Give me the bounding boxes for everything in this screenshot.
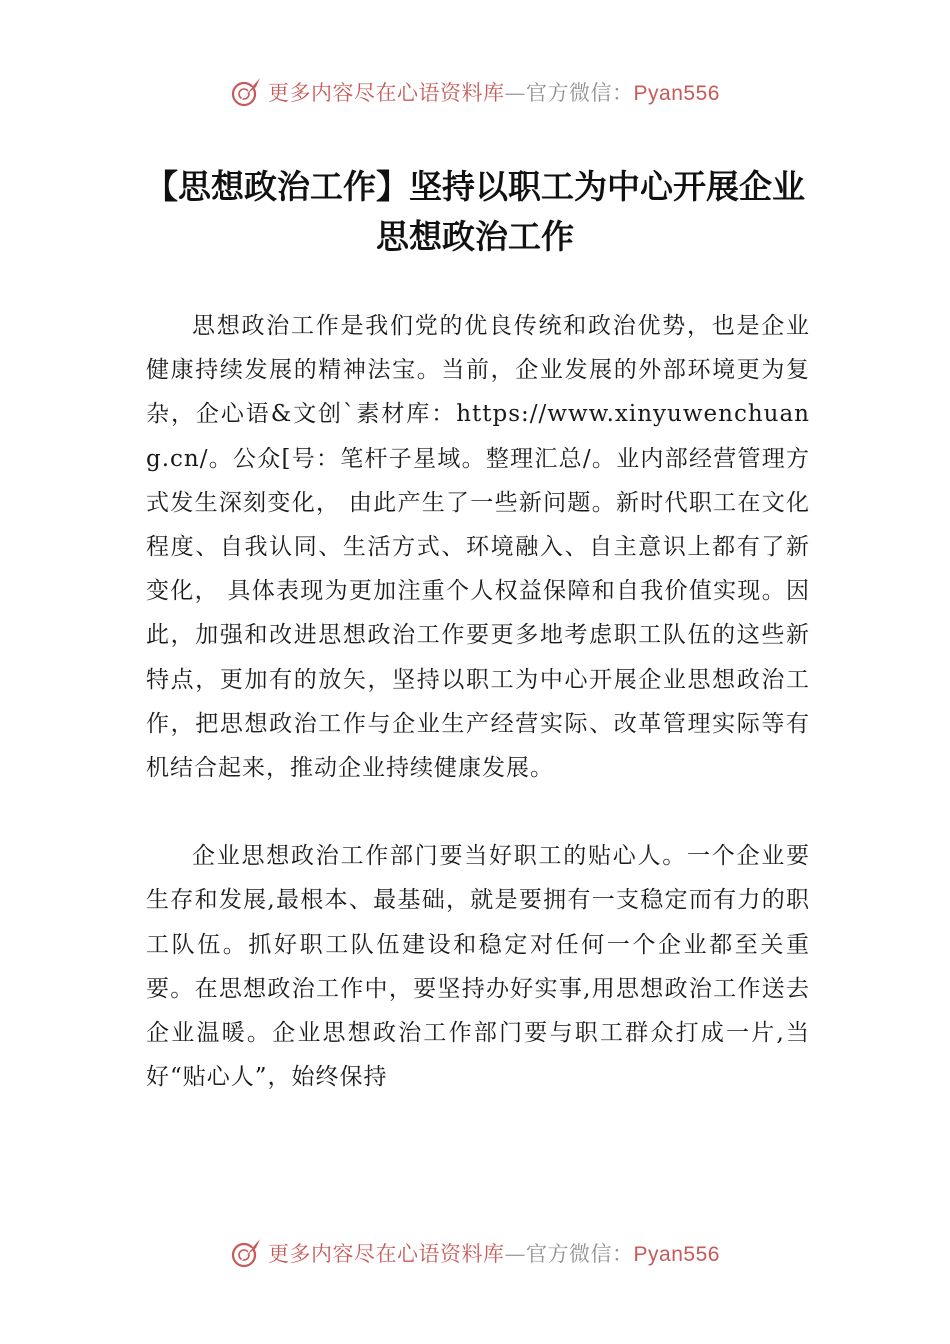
footer-banner (0, 1231, 950, 1275)
paragraph-2: 企业思想政治工作部门要当好职工的贴心人。一个企业要生存和发展,最根本、最基础，就是要拥有一支稳定而有力的职工队伍。抓好职工队伍建设和稳定对任何一个企业都至关重要。在思想政治工作中，要坚持办好实事,用思想政治工作送去企业温暖。企业思想政治工作部门要与职工群众打成一片,当好“贴心人”，始终保持 (146, 843, 810, 1091)
document-title: 【思想政治工作】坚持以职工为中心开展企业思想政治工作 (145, 167, 805, 256)
quill-pen-icon (230, 75, 264, 109)
header-banner (0, 70, 950, 114)
banner-text: 更多内容尽在心语资料库—官方微信：Pyan556 (268, 1242, 720, 1266)
quill-pen-icon (230, 1236, 264, 1270)
banner-text: 更多内容尽在心语资料库—官方微信：Pyan556 (268, 81, 720, 105)
paragraph-1: 思想政治工作是我们党的优良传统和政治优势，也是企业健康持续发展的精神法宝。当前，企业发展的外部环境更为复杂，企心语&文创`素材库：https://www.xinyuwenchuang.cn/。公众[号：笔杆子星域。整理汇总/。业内部经营管理方式发生深刻变化， 由此产生了一些新问题。新时代职工在文化程度、自我认同、生活方式、环境融入、自主意识上都有了新变化， 具体表现为更加注重个人权益保障和自我价值实现。因此，加强和改进思想政治工作要更多地考虑职工队伍的这些新特点，更加有的放矢，坚持以职工为中心开展企业思想政治工作，把思想政治工作与企业生产经营实际、改革管理实际等有机结合起来，推动企业持续健康发展。 (146, 313, 810, 782)
document-body (146, 304, 810, 1099)
